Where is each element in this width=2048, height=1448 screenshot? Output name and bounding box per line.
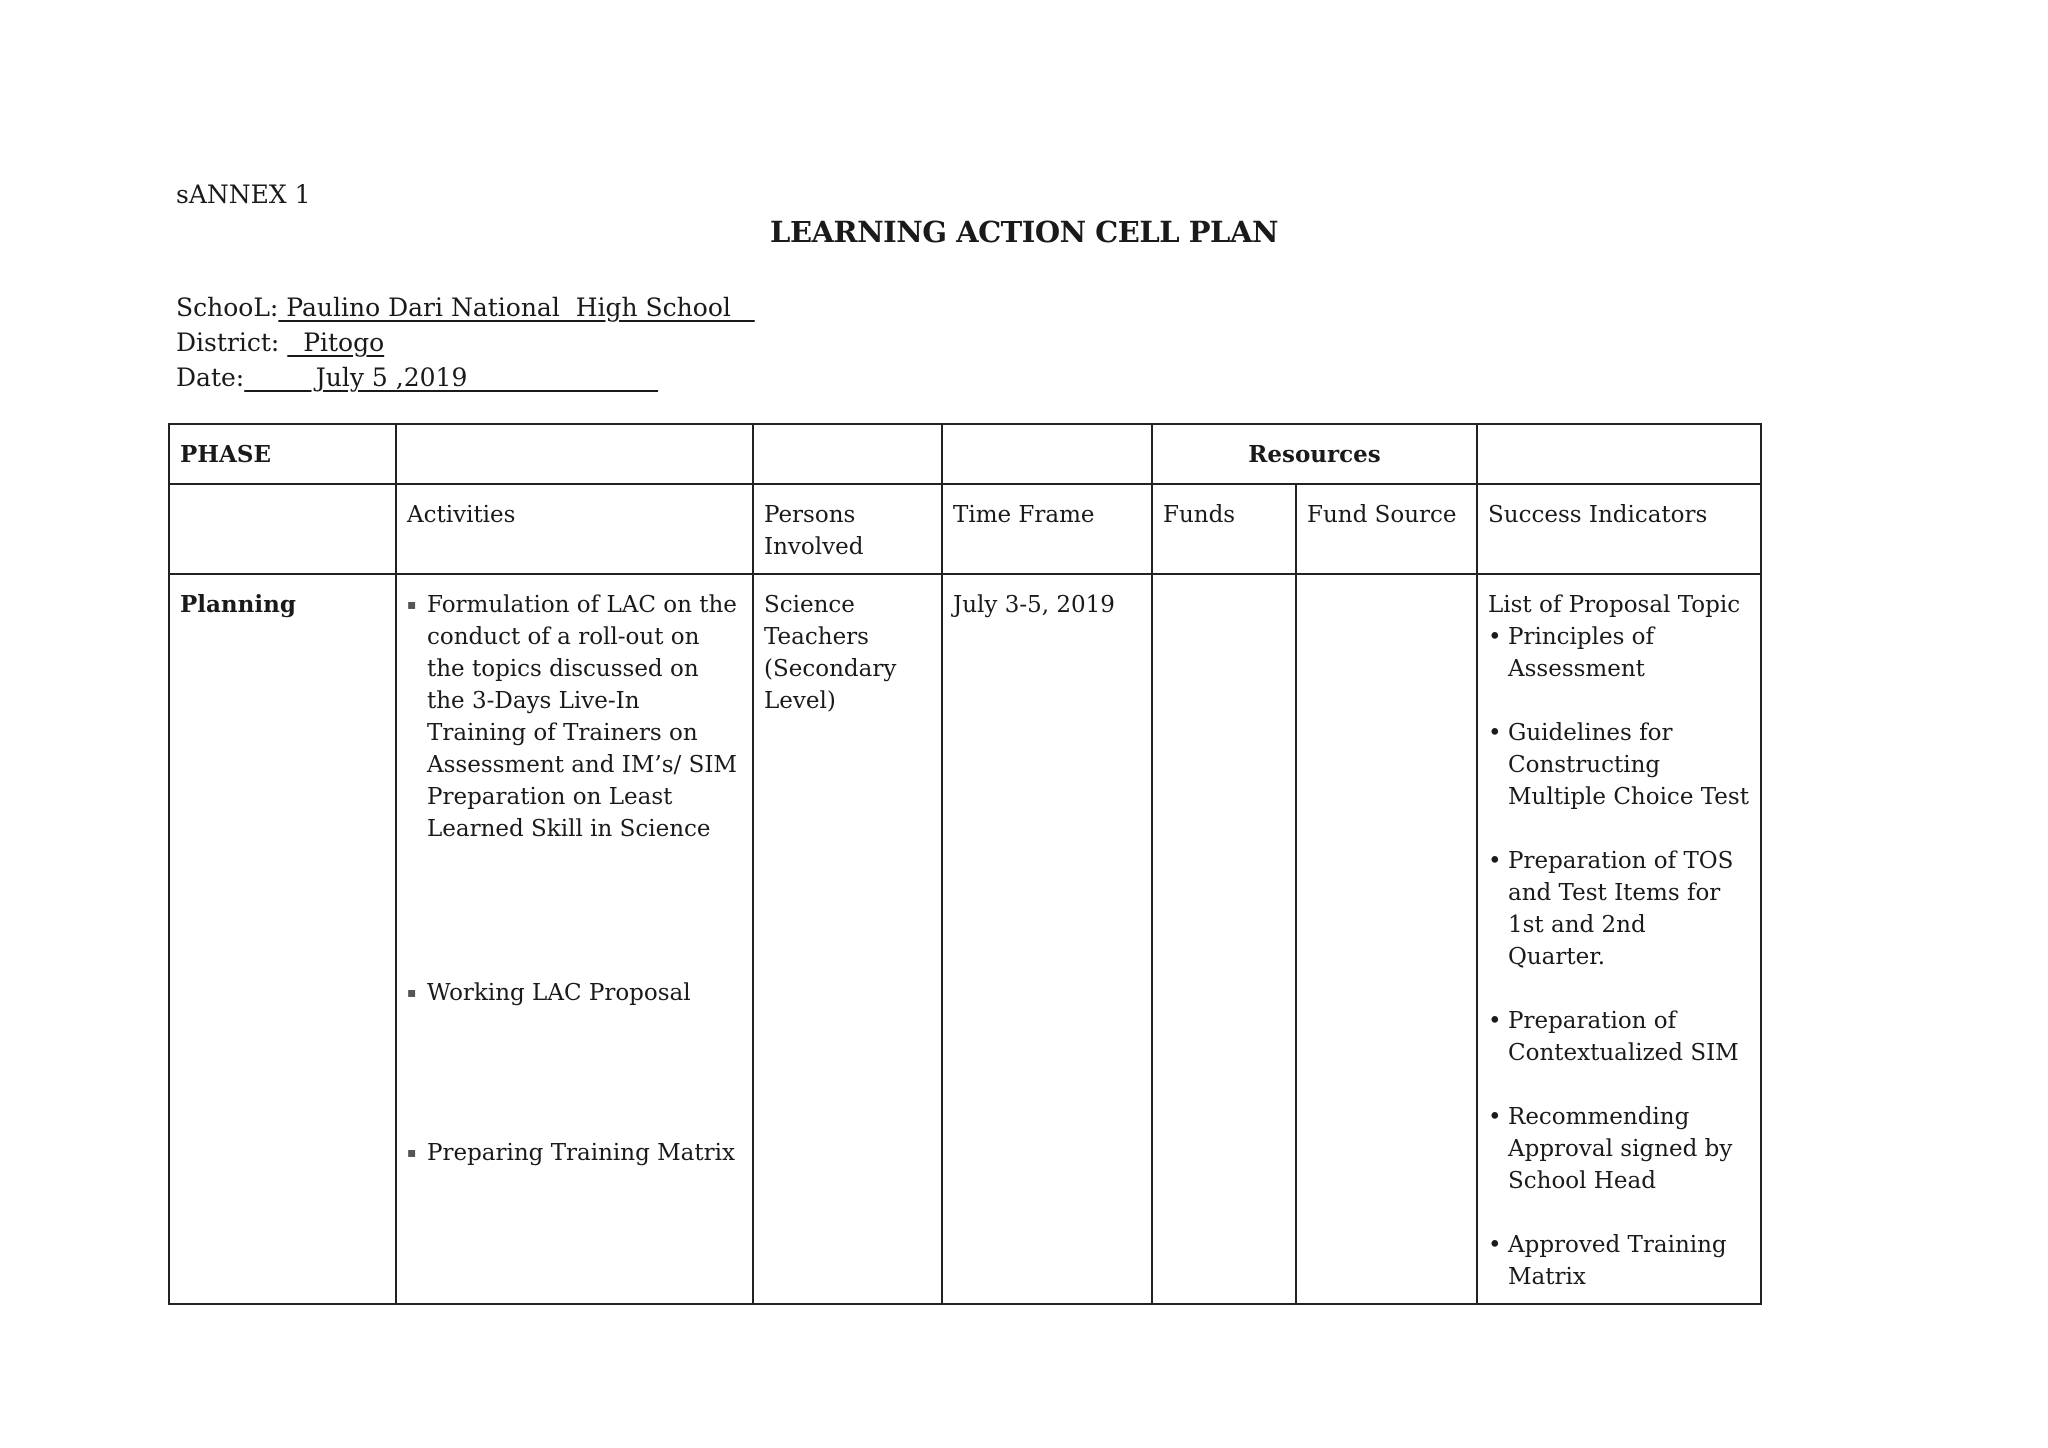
empty-header-cell (753, 424, 942, 484)
header-row-columns (169, 484, 1761, 574)
school-line (176, 293, 755, 322)
indicator-item: • Guidelines for Constructing Multiple Choice Test (1488, 717, 1750, 813)
empty-header-cell (396, 424, 753, 484)
activity-item: ▪ Working LAC Proposal (407, 977, 742, 1009)
indicator-item: • Recommending Approval signed by School Head (1488, 1101, 1750, 1197)
indicator-item: • Principles of Assessment (1488, 621, 1750, 685)
district-line (176, 328, 384, 357)
activity-item: ▪ Formulation of LAC on the conduct of a roll-out on the topics discussed on the 3-Days Live-In Training of Trainers on Assessment and IM’s/ SIM Preparation on Least Learned Skill in Science (407, 589, 742, 845)
fund-source-cell (1296, 574, 1477, 1304)
lac-plan-table (168, 423, 1762, 1305)
indicator-item: • Preparation of Contextualized SIM (1488, 1005, 1750, 1069)
success-indicators-list (1488, 621, 1750, 1293)
time-frame-cell: July 3-5, 2019 (942, 574, 1152, 1304)
persons-involved-cell: Science Teachers (Secondary Level) (753, 574, 942, 1304)
empty-header-cell (169, 484, 396, 574)
date-value: July 5 ,2019 (244, 363, 659, 392)
indicator-item: • Preparation of TOS and Test Items for 1st and 2nd Quarter. (1488, 845, 1750, 973)
activities-list (407, 589, 742, 1169)
document-title: LEARNING ACTION CELL PLAN (770, 215, 1278, 249)
time-frame-header: Time Frame (942, 484, 1152, 574)
district-value: Pitogo (287, 328, 385, 357)
persons-involved-header: Persons Involved (753, 484, 942, 574)
phase-header: PHASE (169, 424, 396, 484)
phase-cell: Planning (169, 574, 396, 1304)
indicator-item: • Approved Training Matrix (1488, 1229, 1750, 1293)
success-indicators-header: Success Indicators (1477, 484, 1761, 574)
success-indicators-cell (1477, 574, 1761, 1304)
activity-item: ▪ Preparing Training Matrix (407, 1137, 742, 1169)
date-label: Date: (176, 363, 245, 392)
success-intro: List of Proposal Topic (1488, 592, 1741, 618)
planning-row (169, 574, 1761, 1304)
funds-header: Funds (1152, 484, 1296, 574)
annex-label: sANNEX 1 (176, 180, 311, 209)
header-row-top (169, 424, 1761, 484)
school-value: Paulino Dari National High School (278, 293, 755, 322)
activities-cell (396, 574, 753, 1304)
activities-header: Activities (396, 484, 753, 574)
date-line (176, 363, 658, 392)
empty-header-cell (1477, 424, 1761, 484)
empty-header-cell (942, 424, 1152, 484)
district-label: District: (176, 328, 280, 357)
fund-source-header: Fund Source (1296, 484, 1477, 574)
funds-cell (1152, 574, 1296, 1304)
resources-header: Resources (1152, 424, 1477, 484)
school-label: SchooL: (176, 293, 279, 322)
